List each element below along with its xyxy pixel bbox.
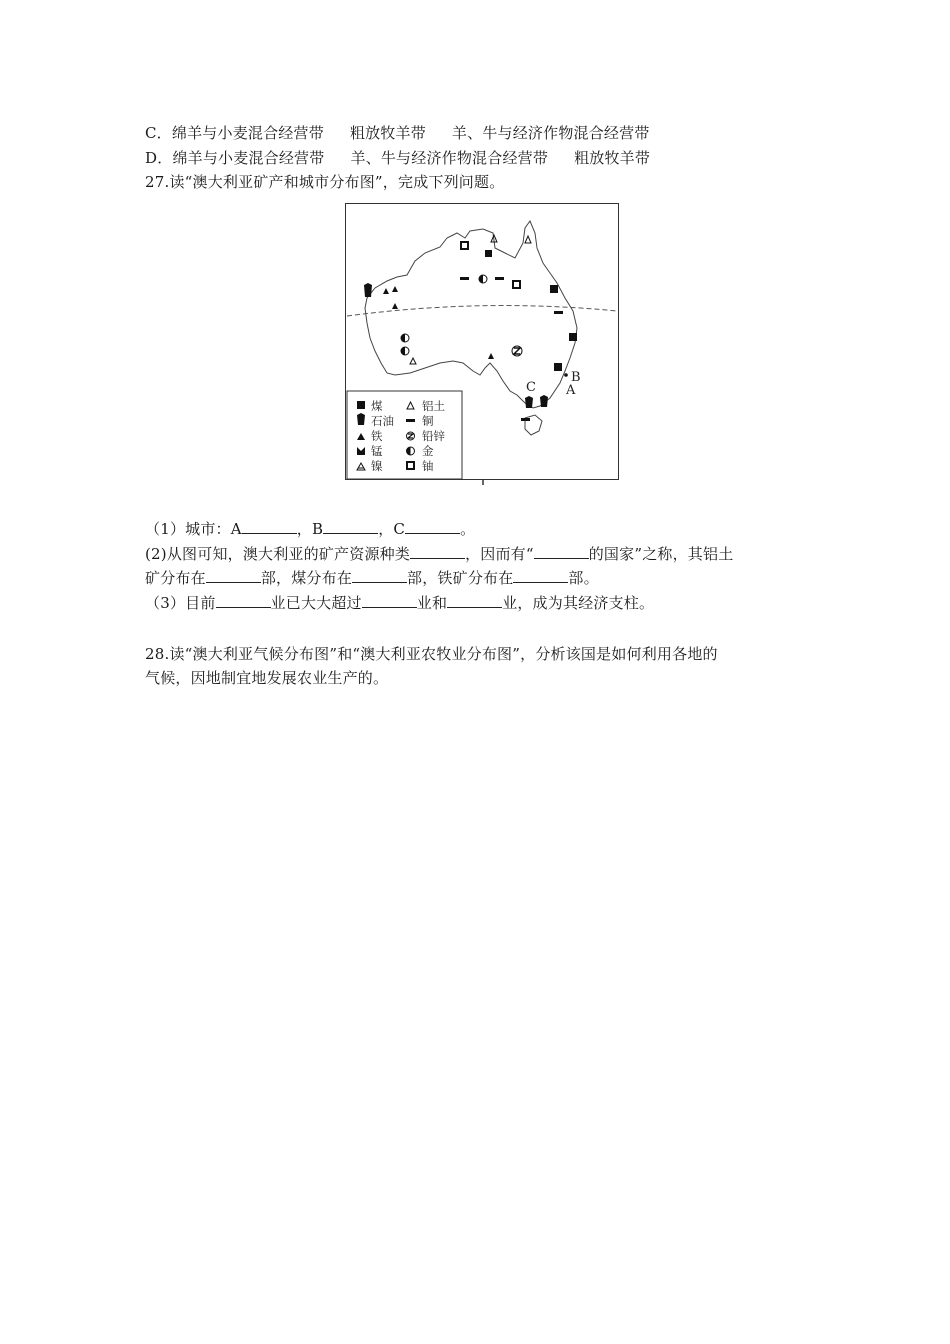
legend-label: 铀: [422, 459, 434, 473]
answer-blank[interactable]: [216, 593, 271, 608]
answer-blank[interactable]: [410, 544, 465, 559]
legend-label: 锰: [371, 444, 383, 458]
oil-icon: [540, 395, 548, 407]
tropic-line: [347, 306, 617, 316]
answer-blank[interactable]: [534, 544, 589, 559]
answer-blank[interactable]: [447, 593, 502, 608]
iron-icon: [488, 353, 494, 359]
legend-label: 铁: [371, 429, 383, 443]
uranium-icon: [461, 242, 468, 249]
option-c: C．绵羊与小麦混合经营带 粗放牧羊带 羊、牛与经济作物混合经营带: [145, 124, 650, 142]
legend-label: 煤: [371, 399, 383, 413]
question-28-line-1: 28.读“澳大利亚气候分布图”和“澳大利亚农牧业分布图”，分析该国是如何利用各地的: [145, 645, 718, 663]
australia-outline: [365, 221, 577, 408]
copper-icon: [521, 418, 530, 421]
coal-icon: [550, 285, 558, 293]
answer-blank[interactable]: [323, 519, 378, 534]
copper-icon: [554, 311, 563, 314]
uranium-icon: [513, 281, 520, 288]
question-28-line-2: 气候，因地制宜地发展农业生产的。: [145, 669, 389, 687]
uranium-icon: [485, 250, 492, 257]
coal-icon: [357, 401, 365, 409]
legend-label: 铅锌: [422, 429, 445, 443]
copper-icon: [495, 277, 504, 280]
answer-blank[interactable]: [206, 568, 261, 583]
city-label-a: A: [566, 383, 576, 398]
answer-blank[interactable]: [362, 593, 417, 608]
answer-blank[interactable]: [513, 568, 568, 583]
bauxite-icon: [525, 236, 531, 243]
copper-icon: [460, 277, 469, 280]
option-d: D．绵羊与小麦混合经营带 羊、牛与经济作物混合经营带 粗放牧羊带: [145, 149, 651, 167]
legend-label: 铜: [422, 414, 434, 428]
copper-icon: [406, 419, 415, 422]
legend-label: 金: [422, 444, 434, 458]
city-label-b: B: [571, 370, 581, 385]
map-svg: [345, 203, 620, 488]
nickel-icon: [410, 358, 416, 364]
legend-label: 石油: [371, 414, 394, 428]
iron-icon: [383, 288, 389, 294]
coal-icon: [554, 363, 562, 371]
answer-blank[interactable]: [405, 519, 460, 534]
legend-label: 铝土: [422, 399, 445, 413]
answer-blank[interactable]: [352, 568, 407, 583]
australia-mineral-map: [345, 203, 620, 481]
coal-icon: [569, 333, 577, 341]
question-27-2: (2)从图可知，澳大利亚的矿产资源种类 ，因而有“ 的国家”之称，其铝土: [145, 545, 734, 563]
question-27-2-cont: 矿分布在 部，煤分布在 部，铁矿分布在 部。: [145, 569, 599, 587]
question-27-3: （3）目前 业已大大超过 业和 业，成为其经济支柱。: [145, 594, 655, 612]
question-27-title: 27.读“澳大利亚矿产和城市分布图”，完成下列问题。: [145, 173, 505, 191]
iron-icon: [392, 303, 398, 309]
oil-icon: [364, 283, 372, 297]
answer-blank[interactable]: [242, 519, 297, 534]
iron-icon: [392, 286, 398, 292]
oil-icon: [357, 413, 365, 425]
city-label-c: C: [526, 380, 536, 395]
legend-label: 镍: [371, 459, 383, 473]
city-dot: [564, 373, 568, 377]
oil-icon: [525, 396, 533, 408]
question-27-1: （1）城市：A ，B ，C 。: [145, 520, 476, 538]
